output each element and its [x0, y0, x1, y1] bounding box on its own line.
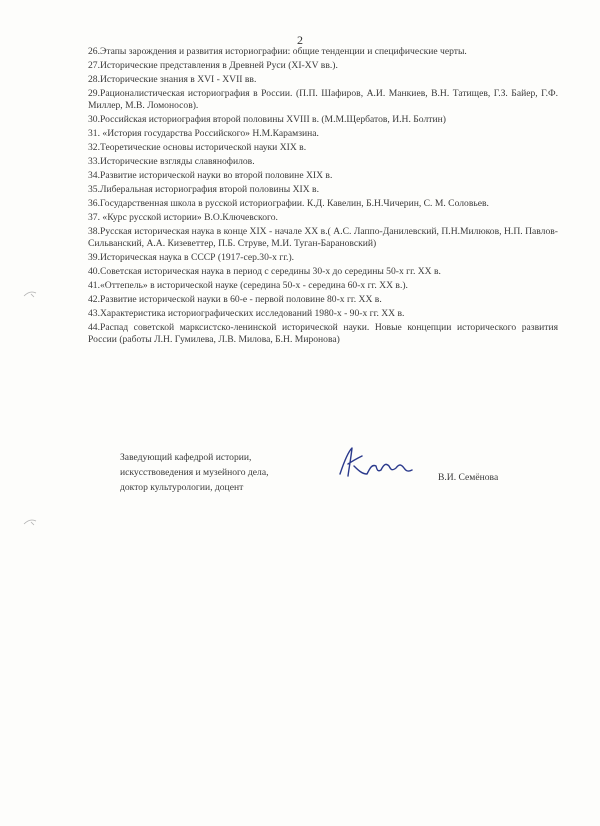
list-item: 26.Этапы зарождения и развития историографии: общие тенденции и специфические черты.: [88, 46, 467, 57]
list-item: 37. «Курс русской истории» В.О.Ключевского.: [88, 211, 278, 223]
list-item: 29.Рационалистическая историография в России. (П.П. Шафиров, А.И. Манкиев, В.Н. Татищев, Г.З. Байер, Г.Ф. Миллер, М.В. Ломоносов).: [88, 87, 558, 112]
list-item: 35.Либеральная историография второй половины XIX в.: [88, 183, 319, 195]
list-item: 31. «История государства Российского» Н.М.Карамзина.: [88, 128, 319, 140]
handwritten-signature: [334, 444, 414, 482]
signatory-title-line: Заведующий кафедрой истории,: [120, 452, 252, 463]
list-item: 38.Русская историческая наука в конце XIX - начале XX в.( А.С. Лаппо-Данилевский, П.Н.Милюков, Н.П. Павлов-Сильванский, А.А. Кизеветтер, П.Б. Струве, М.И. Туган-Барановский): [88, 225, 558, 249]
list-item: 43.Характеристика историографических исследований 1980-х - 90-х гг. XX в.: [88, 307, 405, 319]
margin-mark-icon: [22, 288, 44, 300]
list-item: 27.Исторические представления в Древней Руси (XI-XV вв.).: [88, 59, 338, 71]
list-item: 42.Развитие исторической науки в 60-е - первой половине 80-х гг. XX в.: [88, 293, 382, 305]
signatory-title: [120, 450, 340, 495]
list-item: 33.Исторические взгляды славянофилов.: [88, 155, 255, 167]
margin-mark-icon: [22, 516, 44, 528]
list-item: 40.Советская историческая наука в период с середины 30-х до середины 50-х гг. XX в.: [88, 265, 441, 277]
list-item: 32.Теоретические основы исторической науки XIX в.: [88, 142, 307, 153]
topic-list: [88, 46, 558, 348]
list-item: 30.Российская историография второй половины XVIII в. (М.М.Щербатов, И.Н. Болтин): [88, 114, 446, 126]
signatory-name: В.И. Семёнова: [438, 472, 499, 483]
list-item: 44.Распад советской марксистско-ленинской исторической науки. Новые концепции исторического развития России (работы Л.Н. Гумилева, Л.В. Милова, Б.Н. Миронова): [88, 321, 558, 345]
signatory-title-line: доктор культурологии, доцент: [120, 482, 244, 493]
signatory-title-line: искусствоведения и музейного дела,: [120, 467, 269, 478]
list-item: 34.Развитие исторической науки во второй половине XIX в.: [88, 169, 333, 181]
page-number: 2: [297, 33, 303, 47]
list-item: 28.Исторические знания в XVI - XVII вв.: [88, 73, 257, 85]
list-item: 41.«Оттепель» в исторической науке (середина 50-х - середина 60-х гг. XX в.).: [88, 279, 408, 291]
signature-block: [120, 450, 550, 510]
list-item: 39.Историческая наука в СССР (1917-сер.30-х гг.).: [88, 251, 295, 263]
list-item: 36.Государственная школа в русской историографии. К.Д. Кавелин, Б.Н.Чичерин, С. М. Соловьев.: [88, 197, 489, 209]
